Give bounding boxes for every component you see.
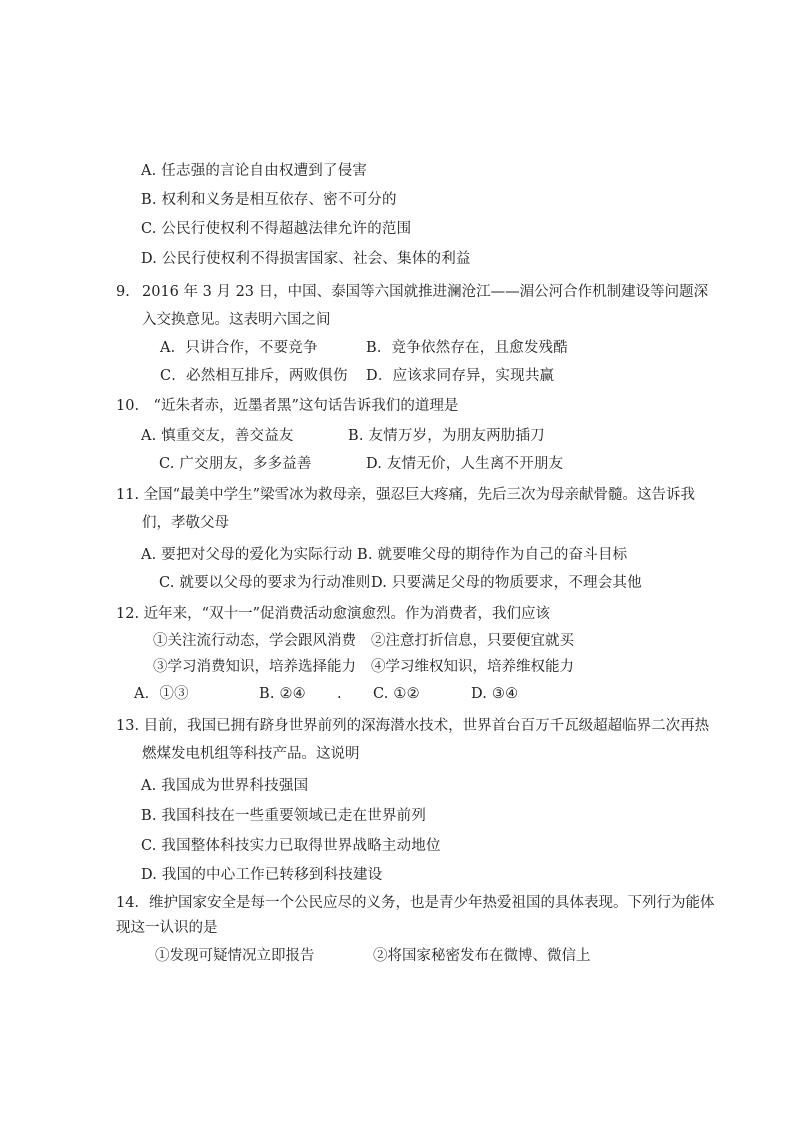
q13-option-a: A. 我国成为世界科技强国 [141, 778, 309, 794]
q9-option-a: A．只讲合作，不要竞争 [160, 340, 318, 356]
q11-option-c: C. 就要以父母的要求为行动准则 [159, 575, 371, 591]
q12-option-b: B. ②④ [259, 686, 306, 702]
q12-stem: 12. 近年来，“双十一”促消费活动愈演愈烈。作为消费者，我们应该 [116, 606, 550, 622]
q10-option-c: C. 广交朋友，多多益善 [159, 456, 312, 472]
q8-option-d: D. 公民行使权利不得损害国家、社会、集体的利益 [141, 251, 471, 267]
q10-option-d: D. 友情无价，人生离不开朋友 [366, 456, 564, 472]
q8-option-c: C. 公民行使权利不得超越法律允许的范围 [141, 221, 412, 237]
q12-item-4: ④学习维权知识，培养维权能力 [371, 659, 574, 675]
q9-option-b: B．竞争依然存在，且愈发残酷 [366, 340, 568, 356]
q14-stem-line1: 14．维护国家安全是每一个公民应尽的义务，也是青少年热爱祖国的具体表现。下列行为能体 [116, 895, 715, 911]
q10-option-a: A. 慎重交友，善交益友 [141, 428, 294, 444]
q11-stem-line1: 11. 全国“最美中学生”梁雪冰为救母亲，强忍巨大疼痛，先后三次为母亲献骨髓。这告诉我 [116, 487, 695, 503]
q12-stray-dot: . [337, 686, 342, 702]
q12-item-1: ①关注流行动态，学会跟风消费 [153, 633, 356, 649]
q12-option-a: A．①③ [134, 686, 189, 702]
q12-item-3: ③学习消费知识，培养选择能力 [153, 659, 356, 675]
q11-option-a: A. 要把对父母的爱化为实际行动 [141, 547, 353, 563]
q11-option-b: B. 就要唯父母的期待作为自己的奋斗目标 [357, 547, 628, 563]
q9-option-d: D．应该求同存异，实现共赢 [366, 368, 555, 384]
q9-stem-line2: 入交换意见。这表明六国之间 [142, 312, 331, 328]
q12-option-c: C. ①② [373, 686, 420, 702]
q13-option-b: B. 我国科技在一些重要领域已走在世界前列 [141, 808, 427, 824]
q8-option-a: A. 任志强的言论自由权遭到了侵害 [141, 163, 368, 179]
q8-option-b: B. 权利和义务是相互依存、密不可分的 [141, 192, 397, 208]
q9-stem-line1: 2016 年 3 月 23 日，中国、泰国等六国就推进澜沧江——湄公河合作机制建设等问题深 [142, 284, 709, 300]
q9-number: 9. [116, 284, 130, 300]
q14-item-2: ②将国家秘密发布在微博、微信上 [373, 948, 591, 964]
q9-option-c: C．必然相互排斥，两败俱伤 [160, 368, 348, 384]
q14-stem-line2: 现这一认识的是 [116, 920, 218, 936]
q13-option-d: D. 我国的中心工作已转移到科技建设 [141, 867, 383, 883]
q12-item-2: ②注意打折信息，只要便宜就买 [371, 633, 574, 649]
q10-stem: 10. “近朱者赤，近墨者黑”这句话告诉我们的道理是 [116, 398, 459, 414]
q13-stem-line2: 燃煤发电机组等科技产品。这说明 [142, 746, 360, 762]
q13-option-c: C. 我国整体科技实力已取得世界战略主动地位 [141, 838, 441, 854]
q12-option-d: D. ③④ [471, 686, 519, 702]
q13-stem-line1: 13. 目前，我国已拥有跻身世界前列的深海潜水技术，世界首台百万千瓦级超超临界二次再热 [116, 718, 710, 734]
q14-item-1: ①发现可疑情况立即报告 [155, 948, 315, 964]
q11-option-d: D. 只要满足父母的物质要求，不理会其他 [371, 575, 642, 591]
q10-option-b: B. 友情万岁，为朋友两肋插刀 [348, 428, 545, 444]
q11-stem-line2: 们，孝敬父母 [142, 515, 229, 531]
